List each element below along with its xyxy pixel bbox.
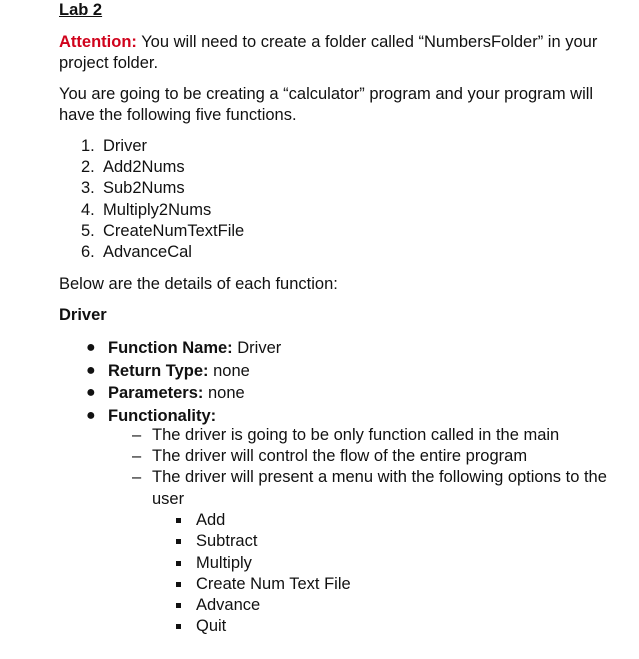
function-name: CreateNumTextFile bbox=[103, 221, 245, 240]
property-item bbox=[59, 360, 629, 383]
list-number: 1. bbox=[81, 137, 95, 155]
details-intro: Below are the details of each function: bbox=[59, 275, 338, 293]
dash-icon: – bbox=[132, 447, 142, 466]
property-label: Function Name: bbox=[108, 339, 233, 357]
list-item bbox=[59, 136, 619, 157]
list-number: 3. bbox=[81, 179, 95, 198]
list-item bbox=[59, 242, 619, 263]
functionality-item bbox=[59, 446, 629, 467]
property-value: none bbox=[203, 384, 245, 402]
square-bullet-icon bbox=[176, 518, 181, 523]
dash-icon: – bbox=[132, 468, 142, 487]
function-name: AdvanceCal bbox=[103, 242, 192, 261]
list-number: 2. bbox=[81, 158, 95, 177]
square-bullet-icon bbox=[176, 561, 181, 566]
square-bullet-icon bbox=[176, 603, 181, 608]
functionality-text: The driver will present a menu with the following options to the user bbox=[152, 468, 607, 508]
menu-option-item bbox=[59, 595, 629, 616]
bullet-icon: ● bbox=[86, 384, 96, 401]
list-number: 4. bbox=[81, 200, 95, 219]
menu-option-text: Add bbox=[196, 511, 226, 529]
menu-option-item bbox=[59, 510, 629, 531]
menu-option-item bbox=[59, 616, 629, 637]
functionality-item bbox=[59, 467, 629, 509]
dash-icon: – bbox=[132, 426, 142, 444]
lab-title: Lab 2 bbox=[59, 1, 103, 19]
list-item bbox=[59, 178, 619, 199]
property-label: Parameters: bbox=[108, 384, 204, 402]
square-bullet-icon bbox=[176, 582, 181, 587]
menu-option-text: Multiply bbox=[196, 553, 252, 572]
function-name: Sub2Nums bbox=[103, 179, 185, 198]
menu-option-item bbox=[59, 574, 629, 595]
functionality-list bbox=[59, 425, 629, 510]
attention-label: Attention: bbox=[59, 33, 137, 51]
function-name: Add2Nums bbox=[103, 158, 185, 177]
function-list bbox=[59, 136, 619, 263]
list-number: 5. bbox=[81, 221, 95, 240]
driver-heading: Driver bbox=[59, 306, 107, 324]
driver-properties bbox=[59, 337, 629, 427]
property-item bbox=[59, 337, 629, 360]
list-item bbox=[59, 200, 619, 221]
square-bullet-icon bbox=[176, 539, 181, 544]
property-value: Driver bbox=[232, 339, 282, 357]
list-item bbox=[59, 221, 619, 242]
menu-option-text: Subtract bbox=[196, 532, 258, 551]
attention-paragraph bbox=[59, 32, 629, 74]
property-label: Functionality: bbox=[108, 406, 217, 425]
menu-option-item bbox=[59, 553, 629, 574]
property-value: none bbox=[208, 361, 250, 380]
functionality-item bbox=[59, 425, 629, 446]
menu-option-item bbox=[59, 531, 629, 552]
intro-paragraph: You are going to be creating a “calculator” program and your program will have the following five functions. bbox=[59, 85, 594, 124]
property-label: Return Type: bbox=[108, 361, 209, 380]
bullet-icon: ● bbox=[86, 361, 96, 379]
functionality-text: The driver will control the flow of the entire program bbox=[152, 447, 528, 466]
menu-option-text: Quit bbox=[196, 617, 227, 636]
bullet-icon: ● bbox=[86, 406, 96, 424]
property-item bbox=[59, 405, 629, 428]
menu-options-list bbox=[59, 510, 629, 638]
bullet-icon: ● bbox=[86, 339, 96, 356]
function-name: Driver bbox=[103, 137, 147, 155]
attention-text: You will need to create a folder called “NumbersFolder” in your project folder. bbox=[59, 33, 598, 72]
menu-option-text: Advance bbox=[196, 596, 261, 615]
function-name: Multiply2Nums bbox=[103, 200, 212, 219]
square-bullet-icon bbox=[176, 624, 181, 629]
functionality-text: The driver is going to be only function called in the main bbox=[152, 426, 560, 444]
list-item bbox=[59, 157, 619, 178]
menu-option-text: Create Num Text File bbox=[196, 574, 351, 593]
property-item bbox=[59, 382, 629, 405]
list-number: 6. bbox=[81, 242, 95, 261]
